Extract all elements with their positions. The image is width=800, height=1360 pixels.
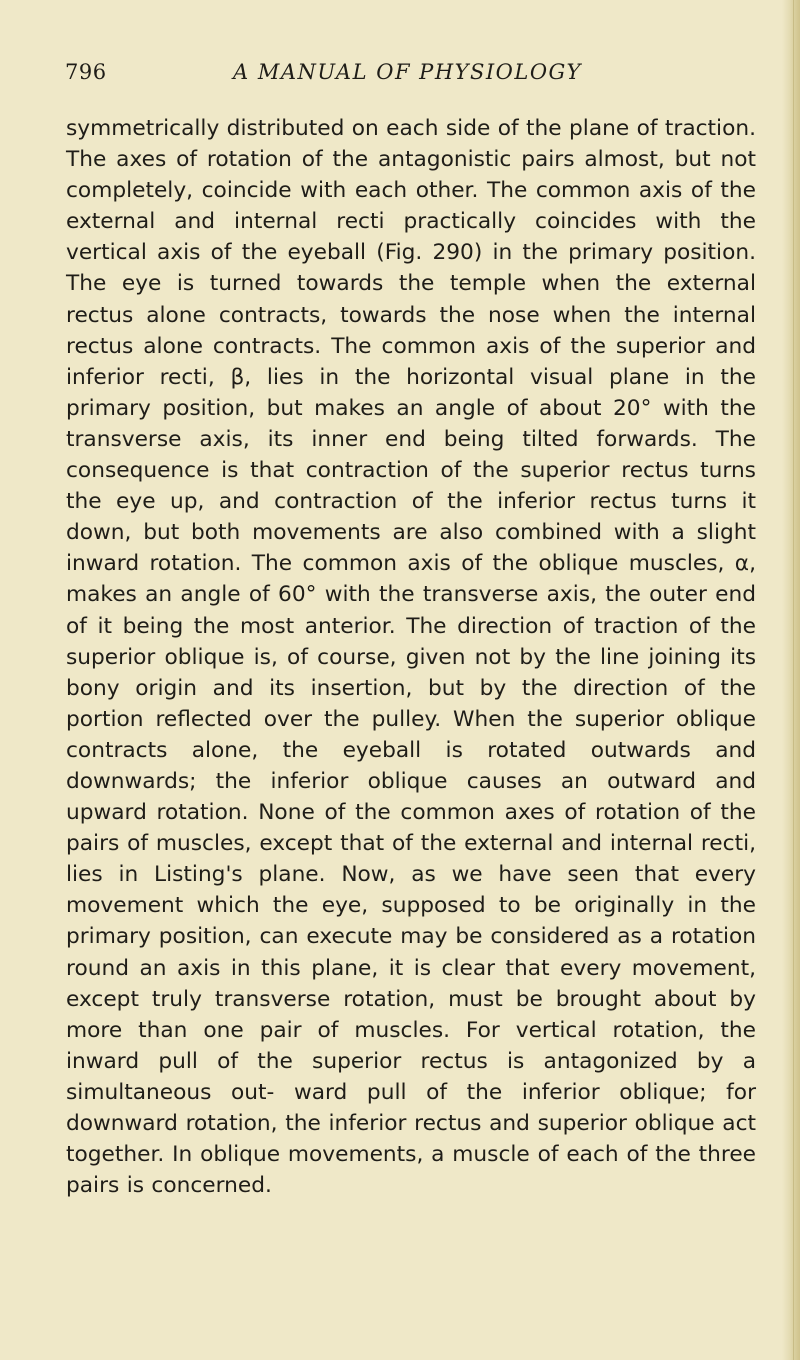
page-edge-shadow [782,0,800,1360]
running-title: A MANUAL OF PHYSIOLOGY [233,60,582,84]
body-text [66,113,756,1201]
page-edge-line [793,0,794,1360]
running-header [65,60,755,90]
body-paragraph: symmetrically distributed on each side of the plane of traction. The axes of rotation of the antagonistic pairs almost, but not completely, coincide with each other. The common axis of the external and internal recti practically coincides with the vertical axis of the eyeball (Fig. 290) in the primary position. The eye is turned towards the temple when the external rectus alone contracts, towards the nose when the internal rectus alone contracts. The common axis of the superior and inferior recti, β, lies in the horizontal visual plane in the primary position, but makes an angle of about 20° with the transverse axis, its inner end being tilted forwards. The consequence is that contraction of the superior rectus turns the eye up, and contraction of the inferior rectus turns it down, but both movements are also combined with a slight inward rotation. The common axis of the oblique muscles, α, makes an angle of 60° with the transverse axis, the outer end of it being the most anterior. The direction of traction of the superior oblique is, of course, given not by the line joining its bony origin and its insertion, but by the direction of the portion reflected over the pulley. When the superior oblique contracts alone, the eyeball is rotated outwards and downwards; the inferior oblique causes an outward and upward rotation. None of the common axes of rotation of the pairs of muscles, except that of the external and internal recti, lies in Listing's plane. Now, as we have seen that every movement which the eye, supposed to be originally in the primary position, can execute may be considered as a rotation round an axis in this plane, it is clear that every movement, except truly transverse rotation, must be brought about by more than one pair of muscles. For vertical rotation, the inward pull of the superior rectus is antagonized by a simultaneous out- ward pull of the inferior oblique; for downward rotation, the inferior rectus and superior oblique act together. In oblique movements, a muscle of each of the three pairs is concerned. [66,116,756,1199]
page-number: 796 [65,60,107,84]
